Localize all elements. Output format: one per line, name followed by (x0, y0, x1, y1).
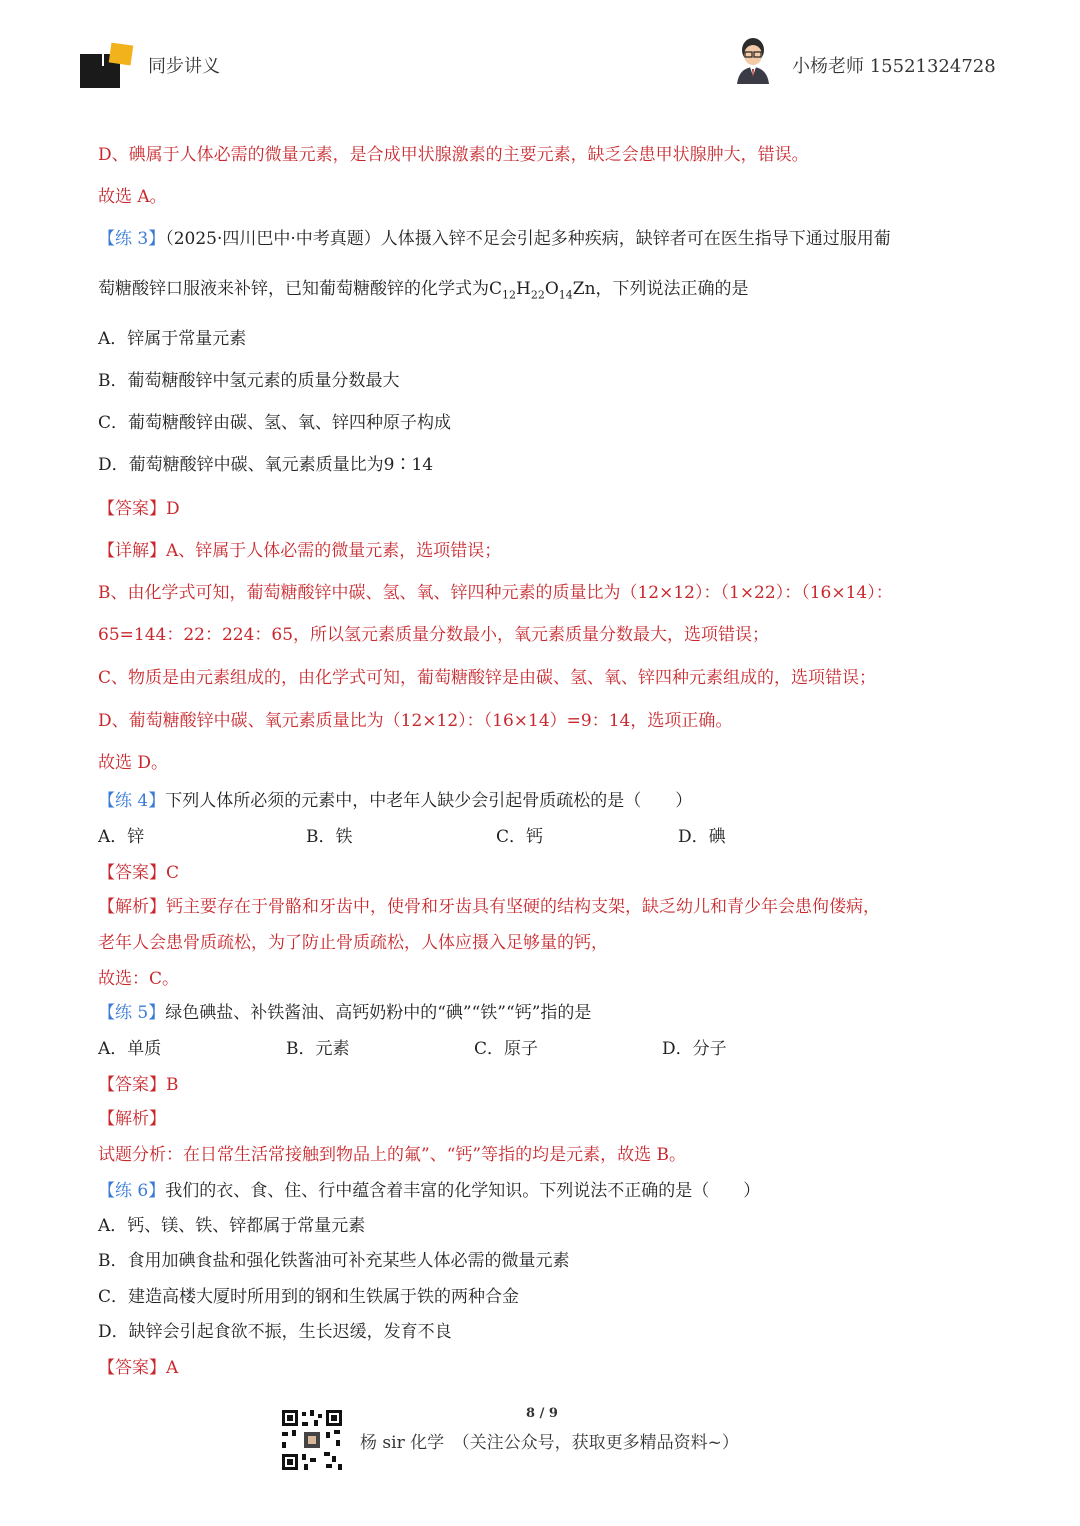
previous-explanation-d: D、碘属于人体必需的微量元素，是合成甲状腺激素的主要元素，缺乏会患甲状腺肿大，错误。 (98, 145, 809, 165)
answer-value: B (166, 1075, 179, 1095)
question-4-answer (98, 858, 179, 883)
question-5-answer (98, 1070, 179, 1095)
header-title: 同步讲义 (148, 56, 220, 77)
formula-sub: 14 (558, 288, 573, 302)
question-3-detail-4: C、物质是由元素组成的，由化学式可知，葡萄糖酸锌是由碳、氢、氧、锌四种元素组成的，选项错误； (98, 668, 877, 688)
question-5-analysis-tag: 【解析】 (98, 1109, 166, 1129)
question-3-text-2: 萄糖酸锌口服液来补锌，已知葡萄糖酸锌的化学式为C (98, 279, 503, 299)
question-3-tag: 【练 3】 (98, 229, 166, 249)
question-6-option-b: B．食用加碘食盐和强化铁酱油可补充某些人体必需的微量元素 (98, 1251, 570, 1271)
question-3-option-d: D．葡萄糖酸锌中碳、氧元素质量比为9∶14 (98, 455, 434, 475)
question-5-analysis: 试题分析：在日常生活常接触到物品上的氟”、“钙”等指的均是元素，故选 B。 (98, 1145, 686, 1165)
answer-tag: 【答案】 (98, 1358, 166, 1378)
question-4-line (98, 786, 692, 811)
question-6-answer (98, 1353, 178, 1378)
answer-value: A (166, 1358, 179, 1378)
question-4-option-d: D．碘 (678, 827, 726, 847)
question-5-option-a: A．单质 (98, 1039, 162, 1059)
question-4-tag: 【练 4】 (98, 791, 166, 811)
answer-value: C (166, 863, 180, 883)
formula-sub: 12 (502, 288, 517, 302)
question-4-conclusion: 故选：C。 (98, 969, 180, 989)
formula-element: H (516, 279, 531, 299)
question-5-text: 绿色碘盐、补铁酱油、高钙奶粉中的“碘”“铁”“钙”指的是 (165, 1003, 592, 1023)
page-number: 8 / 9 (526, 1406, 558, 1421)
question-3-detail-1 (98, 536, 501, 561)
page-footer (0, 1400, 1080, 1520)
header-contact: 小杨老师 15521324728 (792, 56, 996, 77)
analysis-tag: 【解析】 (98, 897, 166, 917)
question-4-analysis-1 (98, 892, 880, 917)
question-4-option-a: A．锌 (98, 827, 145, 847)
question-4-option-b: B．铁 (306, 827, 353, 847)
question-6-text: 我们的衣、食、住、行中蕴含着丰富的化学知识。下列说法不正确的是（ ） (165, 1181, 761, 1201)
question-3-text-3: ，下列说法正确的是 (595, 279, 749, 299)
question-5-tag: 【练 5】 (98, 1003, 166, 1023)
question-3-conclusion: 故选 D。 (98, 753, 169, 773)
question-4-text: 下列人体所必须的元素中，中老年人缺少会引起骨质疏松的是（ ） (165, 791, 693, 811)
answer-value: D (166, 499, 180, 519)
page-header (0, 0, 1080, 110)
detail-text: A、锌属于人体必需的微量元素，选项错误； (166, 541, 502, 561)
answer-tag: 【答案】 (98, 499, 166, 519)
question-3-answer (98, 494, 180, 519)
footer-text: 杨 sir 化学 （关注公众号，获取更多精品资料~） (360, 1433, 739, 1453)
logo-icon (80, 42, 136, 88)
question-3-detail-2: B、由化学式可知，葡萄糖酸锌中碳、氢、氧、锌四种元素的质量比为（12×12）：（1×22）：（16×14）： (98, 583, 893, 603)
question-3-text-1: （2025·四川巴中·中考真题）人体摄入锌不足会引起多种疾病，缺锌者可在医生指导下通过服用葡 (165, 229, 891, 249)
question-5-option-c: C．原子 (474, 1039, 539, 1059)
question-5-line (98, 998, 591, 1023)
formula-element: Zn (572, 279, 596, 299)
question-6-option-a: A．钙、镁、铁、锌都属于常量元素 (98, 1216, 366, 1236)
question-4-option-c: C．钙 (496, 827, 544, 847)
previous-conclusion: 故选 A。 (98, 187, 167, 207)
formula-sub: 22 (530, 288, 545, 302)
question-6-option-c: C．建造高楼大厦时所用到的钢和生铁属于铁的两种合金 (98, 1287, 520, 1307)
answer-tag: 【答案】 (98, 1075, 166, 1095)
question-5-option-d: D．分子 (662, 1039, 727, 1059)
question-3-option-c: C．葡萄糖酸锌由碳、氢、氧、锌四种原子构成 (98, 413, 452, 433)
analysis-text: 钙主要存在于骨骼和牙齿中，使骨和牙齿具有坚硬的结构支架，缺乏幼儿和青少年会患佝偻病， (166, 897, 880, 917)
answer-tag: 【答案】 (98, 863, 166, 883)
question-6-tag: 【练 6】 (98, 1181, 166, 1201)
question-3-option-a: A．锌属于常量元素 (98, 329, 247, 349)
qr-code-icon (280, 1408, 344, 1472)
question-3-detail-5: D、葡萄糖酸锌中碳、氧元素质量比为（12×12）：（16×14）=9：14，选项正确。 (98, 711, 733, 731)
question-3-line-1 (98, 224, 891, 249)
question-6-line (98, 1176, 760, 1201)
question-4-analysis-2: 老年人会患骨质疏松，为了防止骨质疏松，人体应摄入足够量的钙， (98, 933, 608, 953)
question-3-line-2 (98, 274, 749, 301)
formula-element: O (544, 279, 559, 299)
teacher-avatar-icon (733, 36, 773, 84)
question-5-option-b: B．元素 (286, 1039, 350, 1059)
question-6-option-d: D．缺锌会引起食欲不振，生长迟缓，发育不良 (98, 1322, 452, 1342)
detail-tag: 【详解】 (98, 541, 166, 561)
question-3-option-b: B．葡萄糖酸锌中氢元素的质量分数最大 (98, 371, 400, 391)
question-3-detail-3: 65=144：22：224：65，所以氢元素质量分数最小，氧元素质量分数最大，选项错误； (98, 625, 770, 645)
